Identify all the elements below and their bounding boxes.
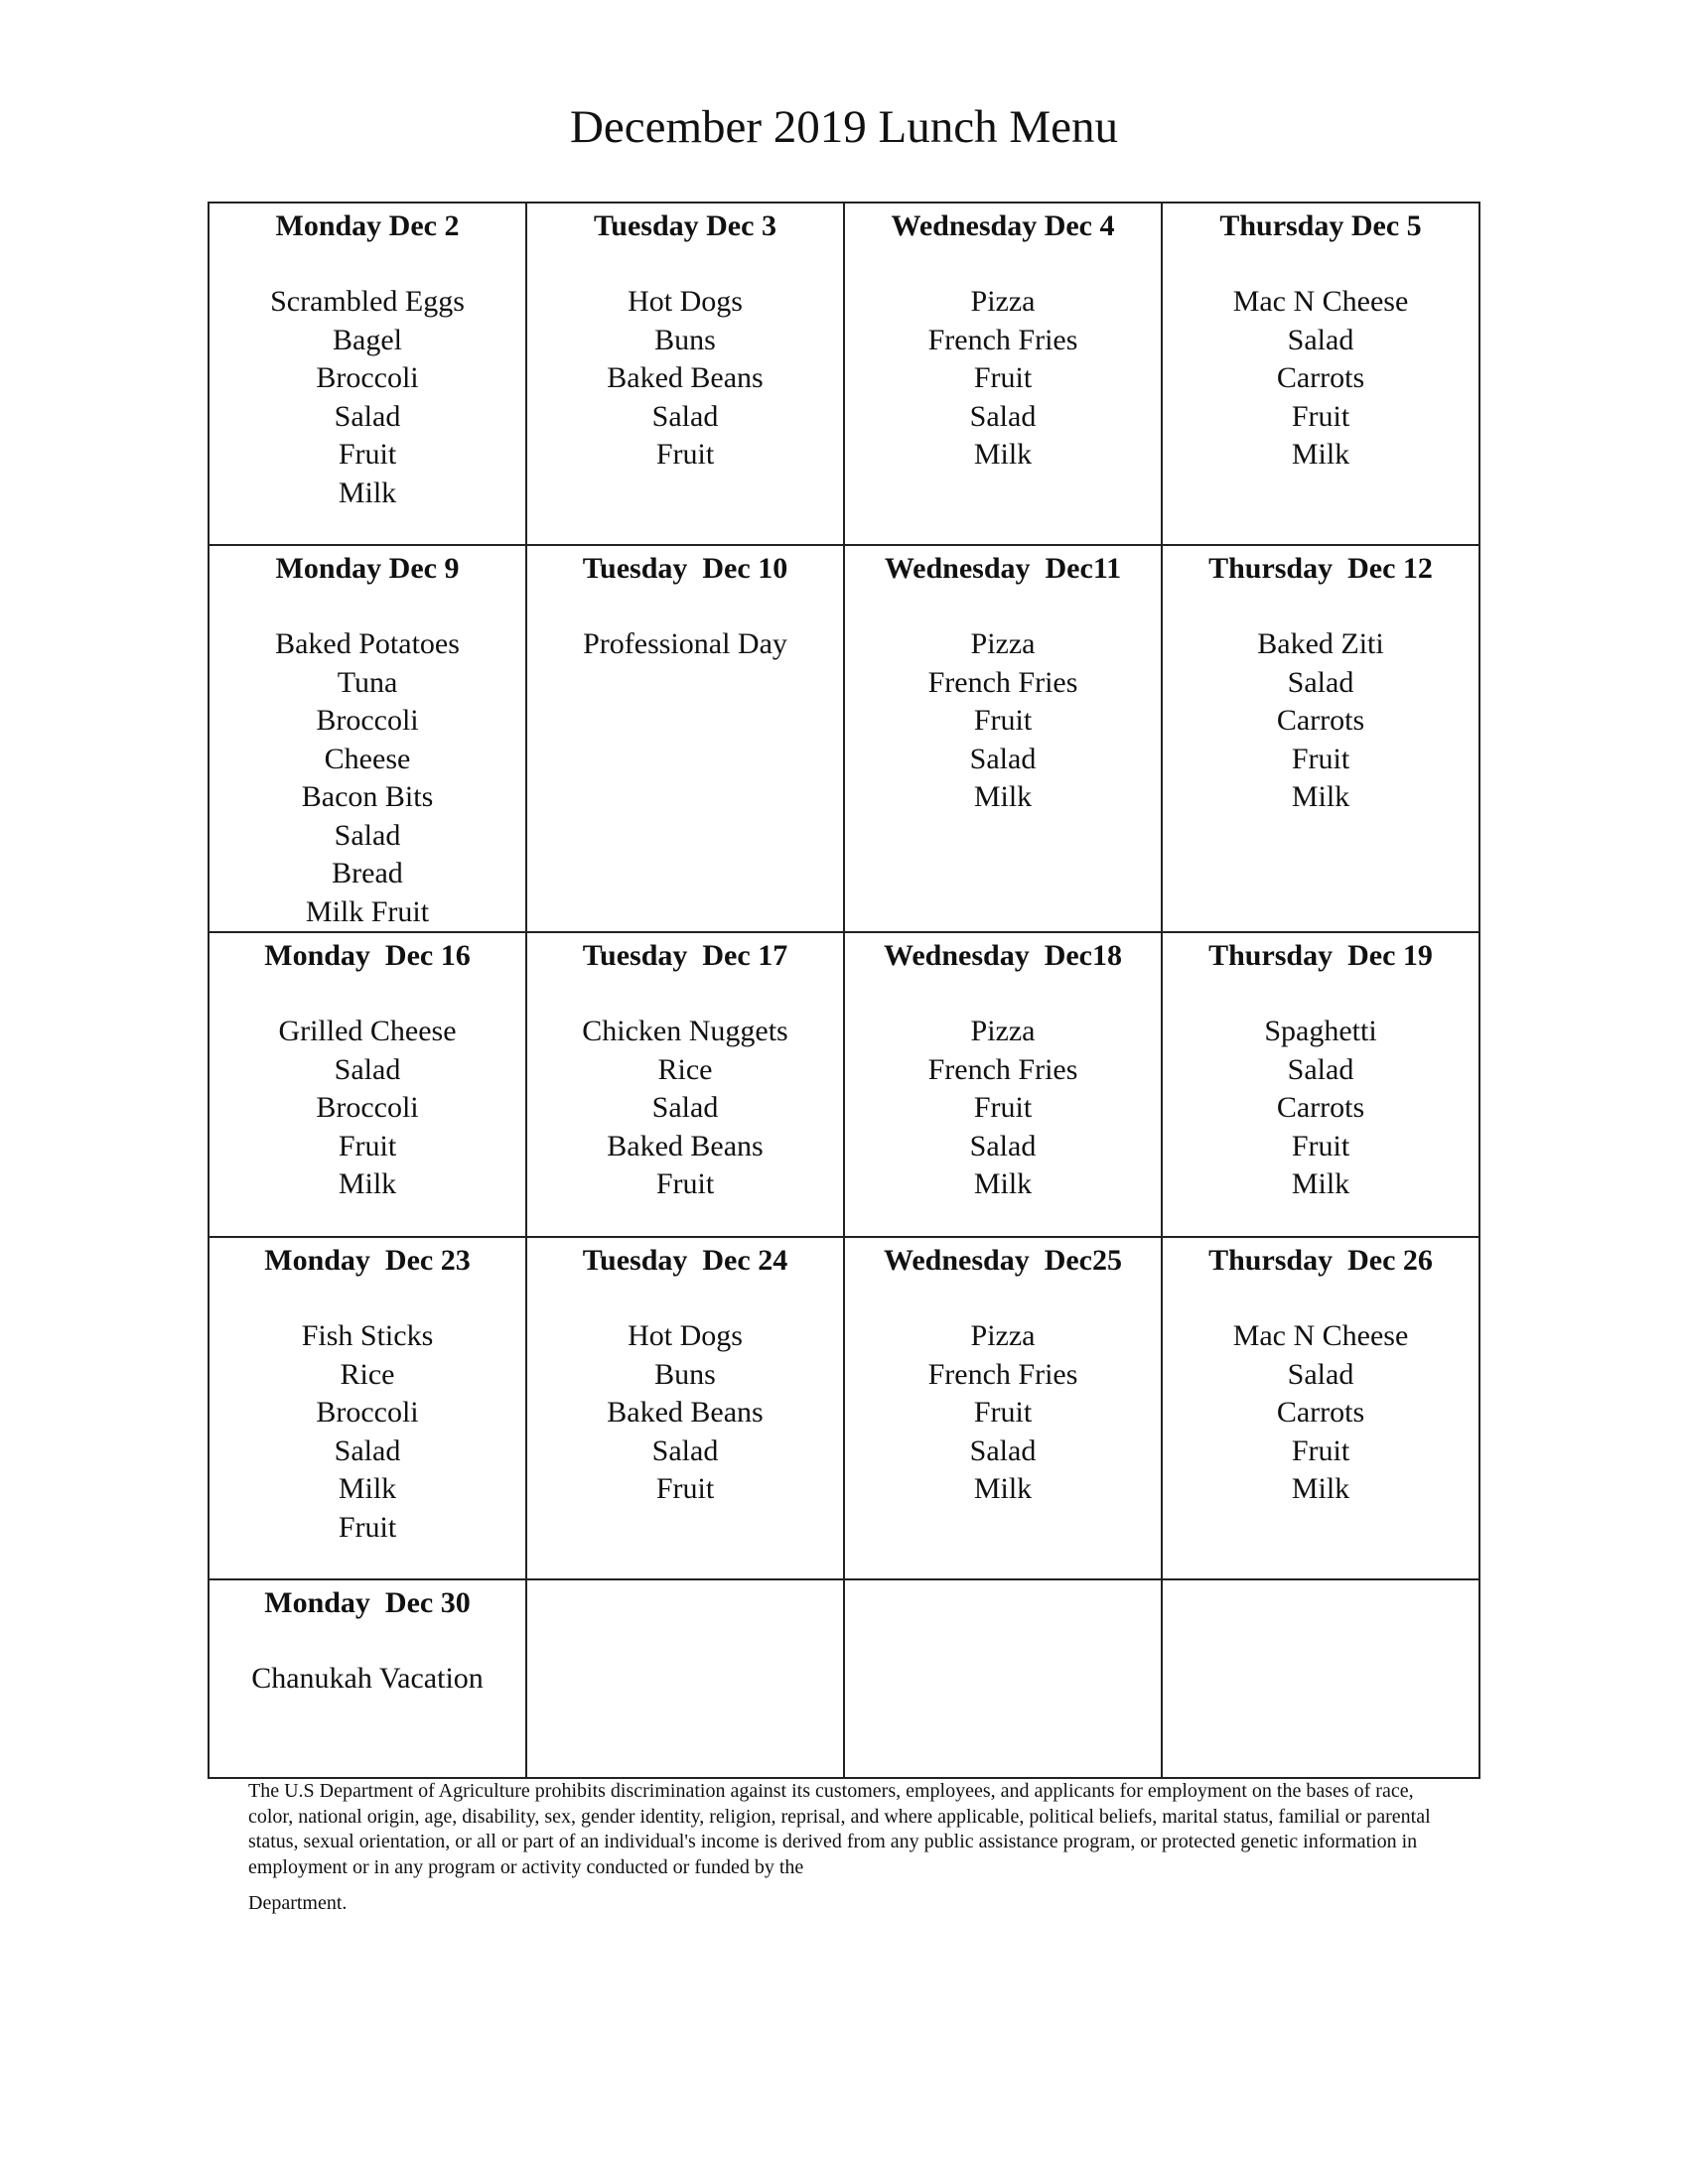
day-cell	[844, 1237, 1162, 1579]
menu-item: Carrots	[1276, 1091, 1365, 1124]
menu-item-list	[210, 1317, 525, 1547]
menu-item-list	[845, 1013, 1161, 1204]
menu-item: Fruit	[338, 1510, 397, 1544]
menu-item-list	[1163, 625, 1478, 817]
menu-item: Milk	[338, 1472, 397, 1505]
week-row	[209, 203, 1479, 545]
week-row	[209, 1579, 1479, 1778]
menu-item: Salad	[334, 399, 401, 433]
menu-item: Broccoli	[316, 1396, 419, 1429]
menu-item: Salad	[1287, 665, 1354, 699]
menu-item: Cheese	[324, 742, 411, 775]
menu-item: Milk	[973, 1167, 1033, 1200]
menu-item: Salad	[334, 818, 401, 852]
menu-item: Fruit	[1291, 742, 1350, 775]
menu-item-list	[210, 283, 525, 512]
nondiscrimination-statement: The U.S Department of Agriculture prohibits discrimination against its customers, employees, and applicants for employment on the bases of race, color, national origin, age, disability, sex, gender identity, religion, reprisal, and where applicable, political beliefs, marital status, familial or parental status, sexual orientation, or all or part of an individual's income is derived from any public assistance program, or protected genetic information in employment or in any program or activity conducted or funded by the	[248, 1780, 1431, 1878]
menu-item: Bacon Bits	[301, 780, 434, 813]
menu-item: Milk	[338, 476, 397, 509]
menu-item: Bread	[332, 857, 403, 889]
menu-item: Baked Beans	[607, 361, 764, 394]
menu-item: Fruit	[973, 704, 1033, 737]
day-heading: Wednesday Dec25	[884, 1244, 1122, 1277]
menu-item: Fruit	[973, 1091, 1033, 1124]
menu-item: Fish Sticks	[301, 1319, 434, 1352]
empty-day-cell	[1162, 1579, 1479, 1778]
day-heading: Monday Dec 30	[264, 1586, 471, 1619]
menu-item-list	[1163, 283, 1478, 475]
menu-item: Fruit	[655, 438, 715, 471]
menu-item: Hot Dogs	[628, 1319, 743, 1352]
day-heading: Thursday Dec 26	[1208, 1244, 1433, 1277]
day-cell	[209, 545, 526, 932]
day-cell	[209, 932, 526, 1237]
day-heading: Tuesday Dec 24	[582, 1244, 788, 1277]
day-cell	[1162, 932, 1479, 1237]
menu-item: Buns	[654, 1357, 716, 1391]
menu-item: Fruit	[1291, 1433, 1350, 1467]
day-heading: Tuesday Dec 10	[582, 552, 788, 585]
day-cell	[844, 203, 1162, 545]
menu-item: Broccoli	[316, 361, 419, 394]
lunch-menu-table	[208, 202, 1480, 1779]
page-title: December 2019 Lunch Menu	[569, 101, 1119, 153]
menu-item: Hot Dogs	[628, 285, 743, 318]
week-row	[209, 1237, 1479, 1579]
day-heading: Thursday Dec 5	[1219, 209, 1422, 242]
day-cell	[209, 1579, 526, 1778]
menu-item: Milk	[1291, 780, 1350, 813]
menu-item: Salad	[651, 399, 719, 433]
menu-item: Pizza	[970, 285, 1036, 318]
empty-day-cell	[526, 1579, 844, 1778]
day-heading: Tuesday Dec 17	[582, 939, 788, 972]
menu-item: Carrots	[1276, 361, 1365, 394]
day-heading: Tuesday Dec 3	[594, 209, 776, 242]
menu-item: Fruit	[973, 361, 1033, 394]
day-heading: Monday Dec 23	[264, 1244, 471, 1277]
menu-item: French Fries	[927, 665, 1078, 699]
day-heading: Monday Dec 9	[275, 552, 460, 585]
day-cell	[526, 1237, 844, 1579]
menu-item: French Fries	[927, 1357, 1078, 1391]
menu-item: French Fries	[927, 323, 1078, 356]
menu-item: Fruit	[655, 1167, 715, 1200]
menu-item: Fruit	[973, 1396, 1033, 1429]
menu-item: Salad	[969, 742, 1037, 775]
menu-item-list	[1163, 1013, 1478, 1204]
menu-item-list	[845, 1317, 1161, 1509]
day-cell	[526, 203, 844, 545]
menu-item: Salad	[1287, 1052, 1354, 1086]
day-cell	[1162, 1237, 1479, 1579]
menu-item: Salad	[651, 1091, 719, 1124]
day-cell	[844, 545, 1162, 932]
menu-item-list	[210, 1013, 525, 1204]
menu-item: Milk	[1291, 438, 1350, 471]
menu-item: Salad	[651, 1433, 719, 1467]
menu-item: Salad	[1287, 1357, 1354, 1391]
menu-item: Salad	[969, 1433, 1037, 1467]
menu-item: Bagel	[333, 323, 402, 356]
menu-item-list	[527, 283, 843, 475]
menu-item: Salad	[969, 399, 1037, 433]
menu-item: Milk	[973, 438, 1033, 471]
menu-item: Fruit	[338, 1129, 397, 1162]
menu-item: Milk	[1291, 1167, 1350, 1200]
menu-table-body	[209, 203, 1479, 1778]
day-cell	[1162, 203, 1479, 545]
menu-item-list	[845, 283, 1161, 475]
menu-item-list	[210, 625, 525, 931]
menu-item: Mac N Cheese	[1232, 1319, 1409, 1352]
day-cell	[526, 932, 844, 1237]
menu-item-list	[845, 625, 1161, 817]
day-heading: Thursday Dec 12	[1208, 552, 1433, 585]
menu-item: Salad	[969, 1129, 1037, 1162]
menu-item: Salad	[1287, 323, 1354, 356]
menu-item: Baked Potatoes	[275, 627, 460, 660]
menu-item: Scrambled Eggs	[270, 285, 465, 318]
menu-item: Grilled Cheese	[278, 1015, 457, 1047]
menu-item: Milk	[1291, 1472, 1350, 1505]
menu-item: Fruit	[1291, 399, 1350, 433]
menu-item: Buns	[654, 323, 716, 356]
day-cell	[209, 203, 526, 545]
empty-day-cell	[844, 1579, 1162, 1778]
menu-item: Pizza	[970, 1319, 1036, 1352]
day-heading: Thursday Dec 19	[1208, 939, 1433, 972]
menu-item: Baked Beans	[607, 1396, 764, 1429]
menu-item: Professional Day	[583, 627, 787, 660]
menu-item: Baked Ziti	[1257, 627, 1384, 660]
day-heading: Monday Dec 2	[275, 209, 460, 242]
nondiscrimination-statement-end: Department.	[248, 1892, 348, 1914]
menu-item-list	[527, 1013, 843, 1204]
menu-item: Spaghetti	[1264, 1015, 1377, 1047]
day-heading: Wednesday Dec18	[884, 939, 1122, 972]
menu-item-list	[210, 1660, 525, 1699]
menu-item: Rice	[340, 1357, 395, 1391]
menu-item: Fruit	[655, 1472, 715, 1505]
day-heading: Wednesday Dec11	[884, 552, 1122, 585]
day-heading: Monday Dec 16	[264, 939, 471, 972]
day-cell	[1162, 545, 1479, 932]
menu-item: Milk	[973, 780, 1033, 813]
menu-item: Fruit	[1291, 1129, 1350, 1162]
menu-item: Rice	[657, 1052, 713, 1086]
menu-item: Broccoli	[316, 704, 419, 737]
menu-item: Salad	[334, 1052, 401, 1086]
menu-item: Chanukah Vacation	[251, 1662, 484, 1695]
week-row	[209, 932, 1479, 1237]
menu-item: Chicken Nuggets	[582, 1015, 788, 1047]
day-heading: Wednesday Dec 4	[891, 209, 1115, 242]
menu-item: Milk	[338, 1167, 397, 1200]
menu-item: French Fries	[927, 1052, 1078, 1086]
menu-item: Salad	[334, 1433, 401, 1467]
week-row	[209, 545, 1479, 932]
menu-item-list	[527, 1317, 843, 1509]
menu-item: Broccoli	[316, 1091, 419, 1124]
menu-item: Milk Fruit	[305, 894, 430, 928]
menu-item: Tuna	[337, 665, 398, 699]
day-cell	[209, 1237, 526, 1579]
menu-item: Baked Beans	[607, 1129, 764, 1162]
menu-item-list	[527, 625, 843, 664]
day-cell	[526, 545, 844, 932]
menu-item: Mac N Cheese	[1232, 285, 1409, 318]
menu-item: Carrots	[1276, 1396, 1365, 1429]
menu-item: Pizza	[970, 627, 1036, 660]
menu-item: Milk	[973, 1472, 1033, 1505]
menu-item: Pizza	[970, 1015, 1036, 1047]
menu-item: Carrots	[1276, 704, 1365, 737]
menu-item-list	[1163, 1317, 1478, 1509]
menu-item: Fruit	[338, 438, 397, 471]
day-cell	[844, 932, 1162, 1237]
